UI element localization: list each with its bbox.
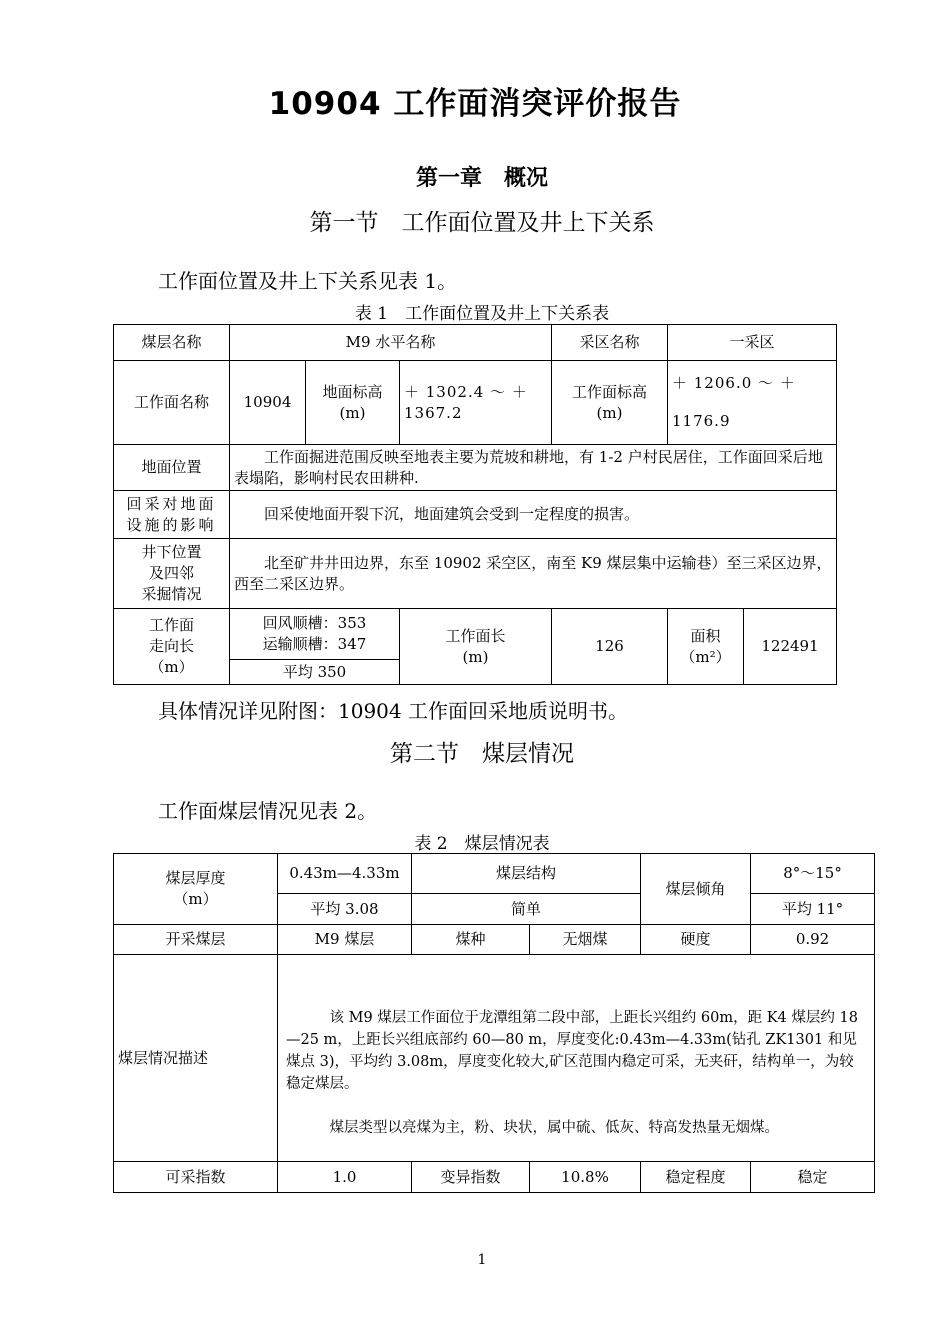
stability-value: 稳定 [751, 1162, 875, 1193]
surface-location-value: 工作面掘进范围反映至地表主要为荒坡和耕地，有 1-2 户村民居住，工作面回采后地表塌陷，影响村民农田耕种. [230, 445, 837, 491]
section2-heading: 第二节 煤层情况 [390, 741, 574, 767]
stability-label: 稳定程度 [641, 1162, 751, 1193]
coal-type-value: 无烟煤 [530, 925, 641, 955]
face-elevation-label: 工作面标高 (m) [552, 361, 668, 445]
strike-length-label: 工作面 走向长 （m） [114, 609, 230, 685]
mined-seam-value: M9 煤层 [278, 925, 412, 955]
variation-index-value: 10.8% [530, 1162, 641, 1193]
mining-area-value: 一采区 [668, 325, 837, 361]
description-label: 煤层情况描述 [114, 955, 278, 1162]
description-paragraph-1: 该 M9 煤层工作面位于龙潭组第二段中部，上距长兴组约 60m，距 K4 煤层约 18—25 m，上距长兴组底部约 60—80 m，厚度变化:0.43m—4.33m(钻孔 ZK1301 和见煤点 3)，平均约 3.08m，厚度变化较大,矿区范围内稳定可采，无夹矸，结构单一，为较稳定煤层。 [286, 1010, 858, 1092]
face-elevation-value: ＋ 1206.0 ～ ＋ 1176.9 [668, 361, 837, 445]
dip-average: 平均 11° [751, 894, 875, 925]
underground-value: 北至矿井井田边界，东至 10902 采空区，南至 K9 煤层集中运输巷）至三采区边界，西至二采区边界。 [230, 539, 837, 609]
thickness-range: 0.43m—4.33m [278, 854, 412, 894]
ground-elevation-label: 地面标高 (m) [306, 361, 400, 445]
section1-intro: 工作面位置及井上下关系见表 1。 [158, 269, 458, 293]
table2-caption: 表 2 煤层情况表 [414, 834, 550, 854]
description-paragraph-2: 煤层类型以亮煤为主，粉、块状，属中硫、低灰、特高发热量无烟煤。 [286, 1120, 779, 1136]
table-2 [113, 853, 875, 1193]
strike-average: 平均 350 [282, 663, 347, 681]
level-name: M9 水平名称 [230, 325, 552, 361]
mining-area-label: 采区名称 [552, 325, 668, 361]
section1-heading: 第一节 工作面位置及井上下关系 [309, 210, 655, 236]
coal-type-label: 煤种 [412, 925, 530, 955]
chapter-heading: 第一章 概况 [415, 166, 548, 191]
surface-location-label: 地面位置 [114, 445, 230, 491]
detail-note: 具体情况详见附图：10904 工作面回采地质说明书。 [158, 699, 628, 723]
area-value: 122491 [761, 637, 819, 655]
structure-label: 煤层结构 [412, 854, 641, 894]
variation-index-label: 变异指数 [412, 1162, 530, 1193]
section2-intro: 工作面煤层情况见表 2。 [158, 799, 378, 823]
impact-label: 回采对地面 设施的影响 [114, 491, 230, 539]
face-length-label: 工作面长 (m) [400, 609, 552, 685]
face-name-label: 工作面名称 [114, 361, 230, 445]
ground-elevation-value: ＋ 1302.4 ～ ＋ 1367.2 [400, 361, 552, 445]
entry-lengths: 回风顺槽：353 运输顺槽：347 [262, 614, 367, 653]
mineable-index-value: 1.0 [278, 1162, 412, 1193]
hardness-value: 0.92 [751, 925, 875, 955]
mined-seam-label: 开采煤层 [114, 925, 278, 955]
dip-range: 8°～15° [751, 854, 875, 894]
impact-value: 回采使地面开裂下沉，地面建筑会受到一定程度的损害。 [230, 491, 837, 539]
table1-caption: 表 1 工作面位置及井上下关系表 [354, 304, 610, 324]
hardness-label: 硬度 [641, 925, 751, 955]
page-number: 1 [477, 1252, 487, 1268]
underground-label: 井下位置 及四邻 采掘情况 [114, 539, 230, 609]
face-length-value: 126 [552, 609, 668, 685]
mineable-index-label: 可采指数 [114, 1162, 278, 1193]
face-name-value: 10904 [230, 361, 306, 445]
coal-seam-name-label: 煤层名称 [114, 325, 230, 361]
area-label: 面积 （m²） [668, 609, 744, 684]
thickness-average: 平均 3.08 [278, 894, 412, 925]
document-title: 10904 工作面消突评价报告 [268, 86, 682, 122]
structure-value: 简单 [412, 894, 641, 925]
table-1 [113, 324, 837, 685]
dip-label: 煤层倾角 [641, 854, 751, 925]
thickness-label: 煤层厚度 （m） [114, 854, 278, 925]
